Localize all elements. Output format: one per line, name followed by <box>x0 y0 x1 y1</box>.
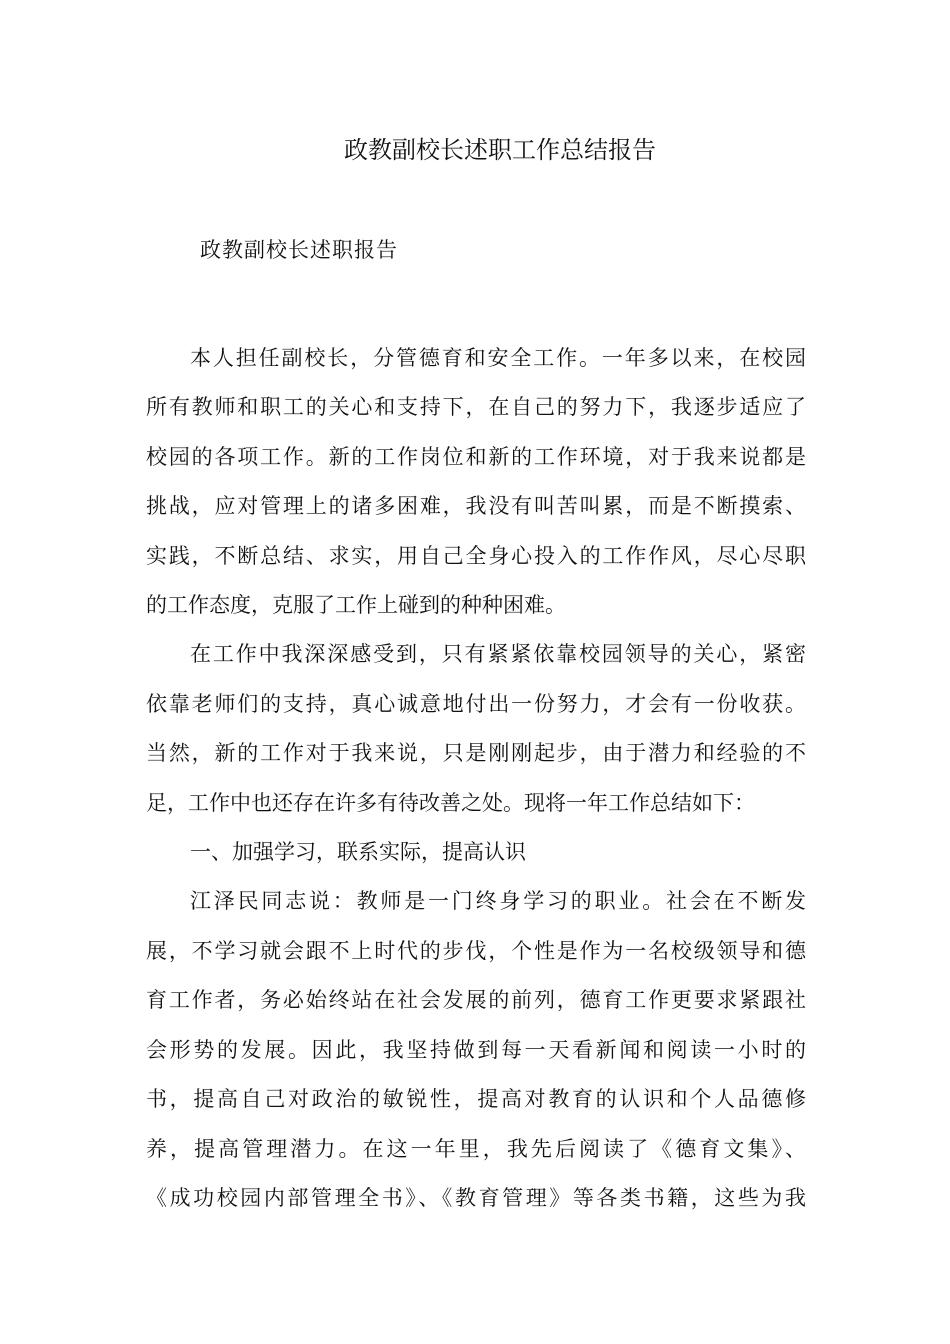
document-title: 政教副校长述职工作总结报告 <box>344 136 656 164</box>
paragraph-line: 挑战，应对管理上的诸多困难，我没有叫苦叫累，而是不断摸索、 <box>146 494 806 519</box>
paragraph-line: 依靠老师们的支持，真心诚意地付出一份努力，才会有一份收获。 <box>146 691 806 716</box>
paragraph-line: 足，工作中也还存在许多有待改善之处。现将一年工作总结如下： <box>146 790 755 815</box>
paragraph-line: 养，提高管理潜力。在这一年里，我先后阅读了《德育文集》、 <box>146 1136 806 1161</box>
section-heading: 一、加强学习，联系实际，提高认识 <box>190 840 526 865</box>
paragraph-line: 实践，不断总结、求实，用自己全身心投入的工作作风，尽心尽职 <box>146 543 806 568</box>
paragraph-line: 展，不学习就会跟不上时代的步伐，个性是作为一名校级领导和德 <box>146 938 806 963</box>
paragraph-line: 在工作中我深深感受到，只有紧紧依靠校园领导的关心，紧密 <box>190 642 806 667</box>
paragraph-line: 书，提高自己对政治的敏锐性，提高对教育的认识和个人品德修 <box>146 1087 806 1112</box>
paragraph-2 <box>146 630 806 828</box>
paragraph-line: 所有教师和职工的关心和支持下，在自己的努力下，我逐步适应了 <box>146 395 806 420</box>
paragraph-1 <box>146 334 806 630</box>
paragraph-line: 本人担任副校长，分管德育和安全工作。一年多以来，在校园 <box>190 346 806 370</box>
paragraph-line: 育工作者，务必始终站在社会发展的前列，德育工作更要求紧跟社 <box>146 988 806 1013</box>
paragraph-line: 《成功校园内部管理全书》、《教育管理》等各类书籍，这些为我 <box>146 1185 806 1210</box>
paragraph-line: 校园的各项工作。新的工作岗位和新的工作环境，对于我来说都是 <box>146 444 806 469</box>
document-subtitle: 政教副校长述职报告 <box>200 238 398 262</box>
paragraph-line: 当然，新的工作对于我来说，只是刚刚起步，由于潜力和经验的不 <box>146 741 806 766</box>
paragraph-line: 会形势的发展。因此，我坚持做到每一天看新闻和阅读一小时的 <box>146 1037 806 1062</box>
paragraph-line: 江泽民同志说：教师是一门终身学习的职业。社会在不断发 <box>190 889 806 914</box>
paragraph-3 <box>146 877 806 1223</box>
paragraph-line: 的工作态度，克服了工作上碰到的种种困难。 <box>146 593 566 618</box>
document-body <box>146 334 806 1223</box>
